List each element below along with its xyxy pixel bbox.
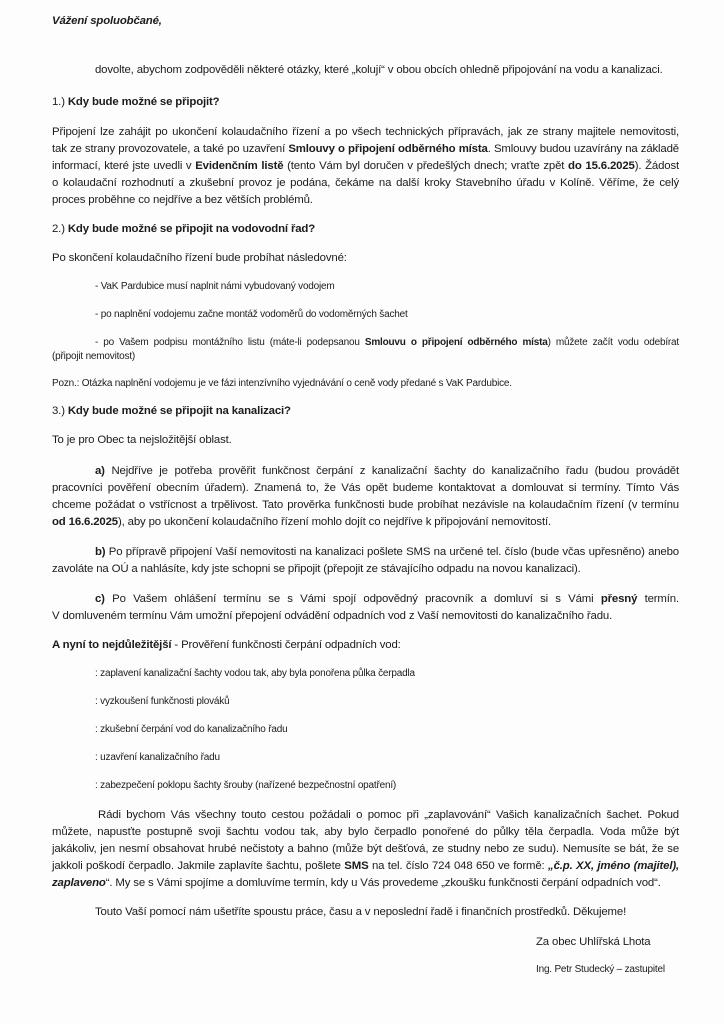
q3-c-line-1 [95,592,679,606]
q3-intro: To je pro Obec ta nejsložitější oblast. [52,434,232,446]
text: Po přípravě připojení Vaší nemovitosti na kanalizaci pošlete SMS na určené tel. číslo (bude včas upřesněno) anebo [105,546,679,558]
question-2-heading [52,222,315,236]
greeting: Vážení spoluobčané, [52,15,162,27]
text: tak ze strany provozovatele, a také po uzavření [52,143,289,155]
contract-term: Smlouvy o připojení odběrného místa [288,143,488,155]
question-title: Kdy bude možné se připojit? [67,96,220,108]
q3-a-line-2: pracovníci pověření obecním úřadem). Znamená to, že Vás opět budeme kontaktovat a domlouvat si termíny. Tímto Vás [52,482,679,494]
request-line-5 [52,876,661,890]
q1-line-1: Připojení lze zahájit po ukončení kolaudačního řízení a po všech technických přípravách, jak ze strany majitele nemovitosti, [52,126,679,138]
q3-a-line-3: chceme požádat o vstřícnost a trpělivost. Tato prověrka funkčnosti bude probíhat nezávisle na kolaudačním řízení (v termínu [52,499,679,511]
text: Nejdříve je potřeba prověřit funkčnost čerpání z kanalizační šachty do kanalizačního řadu (budou provádět [104,465,679,477]
request-line-4 [52,859,679,873]
text: jakkoli poškodí čerpadlo. Jakmile zaplavíte šachtu, pošlete [52,860,345,872]
sms-format: zaplaveno [52,877,106,889]
question-3-heading [52,404,291,418]
q1-line-5: proces proběhne co nejdříve a bez větších problémů. [52,194,313,206]
request-line-2: můžete, napusťte postupně svoji šachtu vodou tak, aby bylo čerpadlo ponořené do půlky těla čerpadla. Voda může být [52,826,679,838]
deadline-date: do 15.6.2025 [568,160,635,172]
important-label: A nyní to nejdůležitější [52,639,172,651]
q2-intro: Po skončení kolaudačního řízení bude probíhat následovné: [52,252,347,264]
request-line-1: Rádi bychom Vás všechny touto cestou požádali o pomoc při „zaplavování“ Vašich kanalizačních šachet. Pokud [98,809,679,821]
question-number: 2.) [52,223,65,235]
q2-list-item: - po naplnění vodojemu začne montáž vodoměrů do vodoměrných šachet [95,309,408,320]
item-label: a) [95,465,105,477]
text: informací, které jste uvedli v [52,160,196,172]
checklist-item: : zaplavení kanalizační šachty vodou tak, aby byla ponořena půlka čerpadla [95,668,415,679]
signature-name: Ing. Petr Studecký – zastupitel [536,964,665,975]
text: “. My se s Vámi spojíme a domluvíme termín, kdy u Vás provedeme „zkoušku funkčnosti čerpání odpadních vod“. [105,877,661,889]
checklist-item: : vyzkoušení funkčnosti plováků [95,696,230,707]
checklist-item: : zkušební čerpání vod do kanalizačního řadu [95,724,288,735]
question-title: Kdy bude možné se připojit na kanalizaci? [67,405,291,417]
request-line-3: jakákoliv, jen nesmí obsahovat hrubé nečistoty a bahno (může být dešťová, ze studny nebo ze sudu). Nemusíte se bát, že se [52,843,679,855]
question-number: 1.) [52,96,65,108]
checklist-item: : zabezpečení poklopu šachty šrouby (nařízené bezpečnostní opatření) [95,780,397,791]
closing-line: Touto Vaší pomocí nám ušetříte spoustu práce, času a v neposlední řadě i finančních prostředků. Děkujeme! [95,906,627,918]
sms-format: „č.p. XX, jméno (majitel), [548,860,679,872]
text: Po Vašem ohlášení termínu se s Vámi spojí odpovědný pracovník a domluví si s Vámi [104,593,601,605]
item-label: b) [95,546,106,558]
text: ) můžete začít vodu odebírat [547,337,679,348]
text: - Prověření funkčnosti čerpání odpadních vod: [171,639,401,651]
q3-a-line-4 [52,515,551,529]
q3-c-line-2: V domluveném termínu Vám umožní přepojení odvádění odpadních vod z Vaší nemovitosti do kanalizačního řadu. [52,610,613,622]
intro-paragraph: dovolte, abychom zodpověděli některé otázky, které „kolují“ v obou obcích ohledně připojování na vodu a kanalizaci. [95,64,663,76]
q2-list-item-cont: (připojit nemovitost) [52,351,136,362]
q1-line-3 [52,159,679,173]
sms-term: SMS [344,860,369,872]
checklist-item: : uzavření kanalizačního řadu [95,752,220,763]
q2-list-item: - VaK Pardubice musí naplnit námi vybudovaný vodojem [95,281,335,292]
q3-b-line-1 [95,545,679,559]
q3-b-line-2: zavoláte na OÚ a nahlásíte, kdy jste schopni se připojit (přepojit ze stávajícího odpadu na novou kanalizaci). [52,563,581,575]
text: termín. [637,593,679,605]
signature-org: Za obec Uhlířská Lhota [536,936,651,948]
text: . Smlouvy budou uzavírány na základě [487,143,679,155]
text: - po Vašem podpisu montážního listu (máte-li podepsanou [95,337,365,348]
q1-line-4: o kolaudační rozhodnutí a zkušební provoz je podána, čekáme na další kroky Stavebního úřadu v Kolíně. Věříme, že celý [52,177,679,189]
question-1-heading [52,95,220,109]
emphasis: přesný [600,593,638,605]
q2-list-item [95,336,679,350]
contract-term: Smlouvu o připojení odběrného místa [364,337,548,348]
text: (tento Vám byl doručen v předešlých dnech; vraťte zpět [283,160,569,172]
q2-note: Pozn.: Otázka naplnění vodojemu je ve fázi intenzívního vyjednávání o ceně vody předané s VaK Pardubice. [52,378,512,389]
question-title: Kdy bude možné se připojit na vodovodní řad? [67,223,316,235]
q3-a-line-1 [95,464,679,478]
item-label: c) [95,593,105,605]
text: na tel. číslo 724 048 650 ve formě: [368,860,549,872]
question-number: 3.) [52,405,65,417]
text: ), aby po ukončení kolaudačního řízení mohlo dojít co nejdříve k připojování nemovitostí. [117,516,552,528]
evidence-sheet-term: Evidenčním listě [195,160,284,172]
text: ). Žádost [634,160,679,172]
start-date: od 16.6.2025 [52,516,118,528]
important-heading [52,638,401,652]
q1-line-2 [52,142,679,156]
